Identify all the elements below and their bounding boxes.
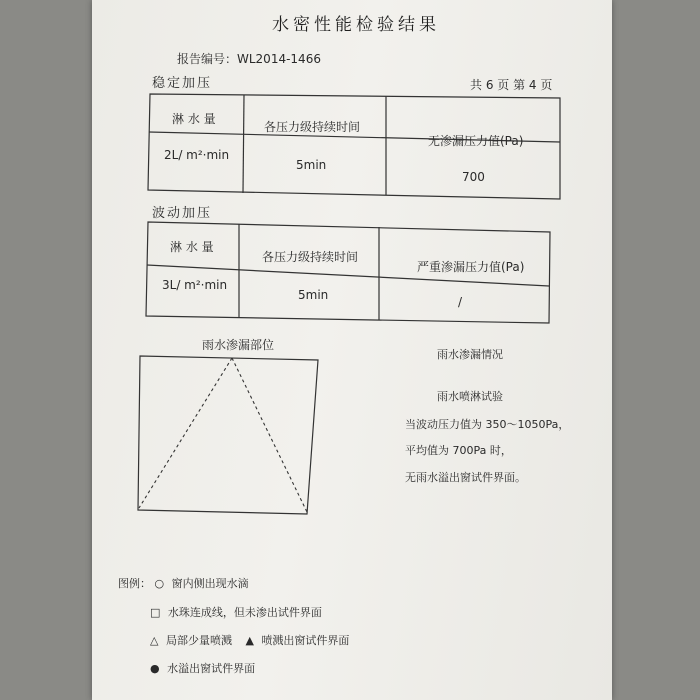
legend-text: 水珠连成线，但未渗出试件界面	[167, 606, 322, 619]
table-grid-lines	[92, 0, 612, 700]
steady-value-flow: 2L/ m²·min	[164, 148, 230, 162]
legend-text: 窗内侧出现水滴	[171, 577, 249, 590]
wave-value-duration: 5min	[298, 288, 329, 302]
report-number: 报告编号：WL2014-1466	[177, 52, 321, 66]
wave-pressure-heading: 波动加压	[152, 206, 213, 221]
page-title: 水密性能检验结果	[272, 15, 440, 35]
legend-row	[150, 632, 349, 648]
square-outline-icon: □	[150, 606, 161, 619]
steady-value-duration: 5min	[296, 158, 327, 172]
legend-text: 局部少量喷溅	[165, 634, 232, 647]
steady-header-duration: 各压力级持续时间	[264, 120, 361, 134]
wave-header-flow: 淋 水 量	[170, 240, 214, 254]
wave-value-flow: 3L/ m²·min	[162, 278, 228, 292]
report-page	[92, 0, 612, 700]
leak-notes-heading: 雨水渗漏情况	[437, 348, 503, 361]
notes-line: 当波动压力值为 350～1050Pa，	[405, 418, 570, 431]
legend-row	[150, 604, 322, 620]
wave-value-pressure: /	[458, 295, 463, 309]
legend-row	[150, 660, 255, 676]
legend-text: 水溢出窗试件界面	[167, 662, 256, 675]
notes-line: 雨水喷淋试验	[437, 390, 503, 403]
leak-diagram-title: 雨水渗漏部位	[202, 338, 275, 352]
notes-line: 无雨水溢出窗试件界面。	[405, 471, 526, 484]
steady-header-pressure: 无渗漏压力值(Pa)	[428, 134, 524, 148]
legend-text: 喷溅出窗试件界面	[261, 634, 350, 647]
steady-value-pressure: 700	[462, 170, 485, 184]
notes-line: 平均值为 700Pa 时，	[405, 444, 512, 457]
triangle-filled-icon: ▲	[245, 634, 254, 647]
legend-row	[118, 575, 249, 591]
steady-header-flow: 淋 水 量	[172, 112, 216, 126]
circle-filled-icon: ●	[150, 662, 160, 675]
wave-header-pressure: 严重渗漏压力值(Pa)	[417, 260, 525, 274]
wave-header-duration: 各压力级持续时间	[262, 250, 359, 264]
triangle-outline-icon: △	[150, 634, 159, 647]
legend-label: 图例：	[118, 577, 151, 590]
circle-outline-icon: ○	[154, 577, 165, 590]
steady-pressure-heading: 稳定加压	[152, 76, 213, 91]
page-counter: 共 6 页 第 4 页	[470, 78, 553, 92]
